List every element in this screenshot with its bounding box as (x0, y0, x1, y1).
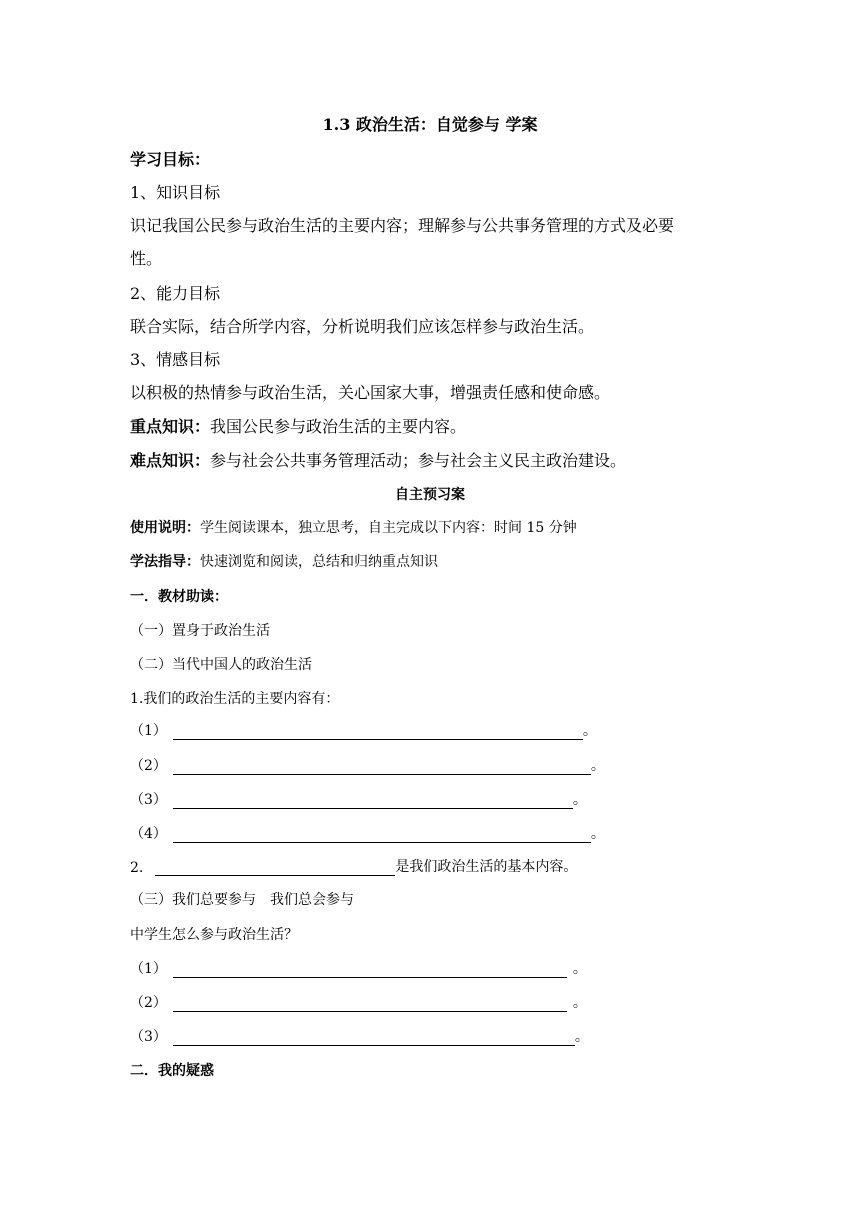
subsection-2: （二）当代中国人的政治生活 (130, 657, 312, 673)
end-mark: 。 (582, 723, 597, 739)
difficult-knowledge-label: 难点知识： (130, 451, 211, 470)
method-label: 学法指导： (130, 554, 200, 570)
knowledge-objective-label: 1、知识目标 (130, 183, 221, 202)
ability-objective-label: 2、能力目标 (130, 284, 221, 303)
q3-blank-row-3 (130, 1026, 589, 1046)
subsection-1: （一）置身于政治生活 (130, 623, 270, 639)
q1-blank-row-2 (130, 755, 605, 775)
q1-blank-row-3 (130, 789, 587, 809)
objectives-heading: 学习目标： (130, 150, 211, 169)
answer-blank[interactable] (173, 758, 591, 775)
answer-blank[interactable] (173, 1029, 575, 1046)
key-knowledge-text: 我国公民参与政治生活的主要内容。 (210, 417, 467, 436)
emotion-objective-text: 以积极的热情参与政治生活，关心国家大事，增强责任感和使命感。 (130, 383, 611, 402)
q3-blank-row-2 (130, 992, 587, 1012)
section-1-heading: 一．教材助读： (130, 589, 228, 605)
end-mark: 。 (572, 792, 587, 808)
q1-item-label: （1） (130, 723, 167, 739)
page-title: 1.3 政治生活：自觉参与 学案 (322, 115, 538, 134)
ability-objective-text: 联合实际，结合所学内容，分析说明我们应该怎样参与政治生活。 (130, 317, 595, 336)
q1-blank-row-1 (130, 720, 597, 740)
answer-blank[interactable] (173, 961, 567, 978)
q1-item-label: （2） (130, 758, 167, 774)
q3-item-label: （2） (130, 995, 167, 1011)
q3-blank-row-1 (130, 958, 587, 978)
end-mark: 。 (572, 995, 587, 1011)
answer-blank[interactable] (173, 826, 591, 843)
end-mark: 。 (572, 961, 587, 977)
difficult-knowledge-text: 参与社会公共事务管理活动；参与社会主义民主政治建设。 (210, 451, 627, 470)
usage-note (130, 517, 577, 537)
q1-item-label: （3） (130, 792, 167, 808)
section-2-heading: 二．我的疑惑 (130, 1063, 214, 1079)
q1-blank-row-4 (130, 823, 605, 843)
emotion-objective-label: 3、情感目标 (130, 350, 221, 369)
difficult-knowledge (130, 448, 626, 471)
end-mark: 。 (590, 826, 605, 842)
question-1: 1.我们的政治生活的主要内容有： (130, 691, 340, 707)
q3-item-label: （1） (130, 961, 167, 977)
answer-blank[interactable] (155, 859, 395, 876)
q1-item-label: （4） (130, 826, 167, 842)
answer-blank[interactable] (173, 995, 567, 1012)
q2-suffix: 是我们政治生活的基本内容。 (395, 859, 578, 875)
preview-heading: 自主预习案 (395, 487, 465, 503)
answer-blank[interactable] (173, 723, 583, 740)
end-mark: 。 (574, 1029, 589, 1045)
question-2 (130, 856, 577, 876)
knowledge-objective-text-2: 性。 (130, 249, 163, 268)
usage-label: 使用说明： (130, 520, 200, 536)
question-3: 中学生怎么参与政治生活？ (130, 927, 298, 943)
subsection-3: （三）我们总要参与 我们总会参与 (130, 892, 354, 908)
end-mark: 。 (590, 758, 605, 774)
answer-blank[interactable] (173, 792, 573, 809)
method-text: 快速浏览和阅读，总结和归纳重点知识 (200, 554, 438, 570)
q2-prefix: 2. (130, 860, 144, 876)
method-note (130, 551, 438, 571)
key-knowledge-label: 重点知识： (130, 417, 211, 436)
usage-text: 学生阅读课本，独立思考，自主完成以下内容：时间 15 分钟 (200, 520, 577, 536)
key-knowledge (130, 414, 466, 437)
q3-item-label: （3） (130, 1029, 167, 1045)
knowledge-objective-text-1: 识记我国公民参与政治生活的主要内容；理解参与公共事务管理的方式及必要 (130, 216, 675, 235)
